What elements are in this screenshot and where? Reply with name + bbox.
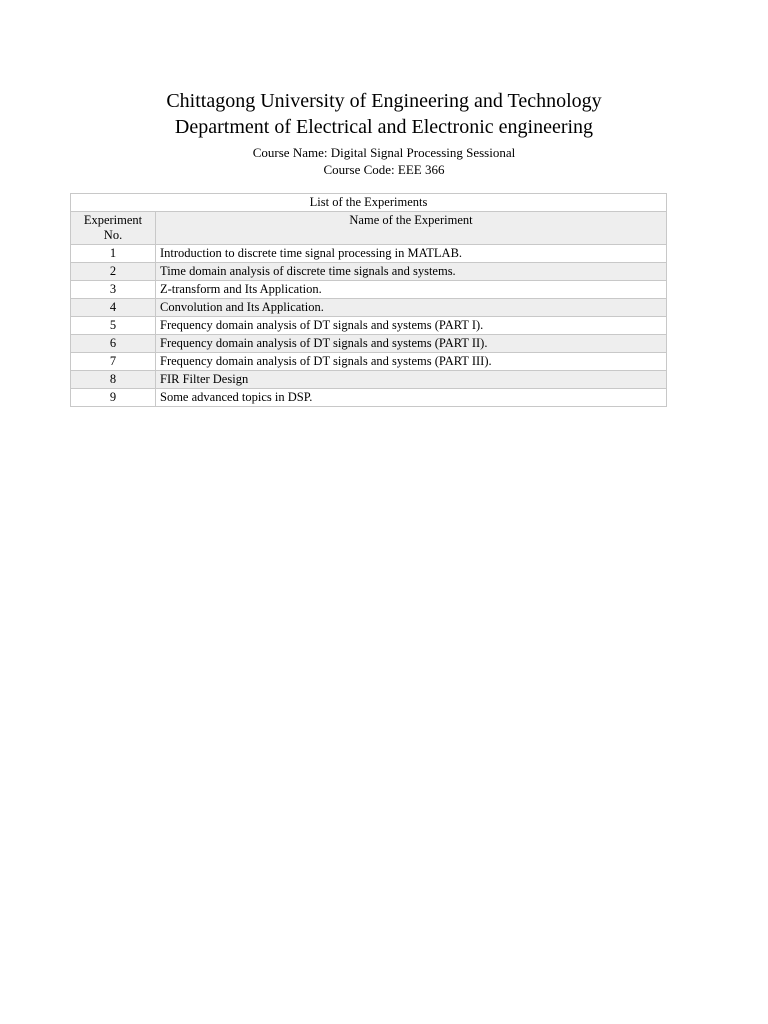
course-code: Course Code: EEE 366 bbox=[323, 162, 445, 177]
university-title: Chittagong University of Engineering and Technology bbox=[166, 90, 602, 112]
department-title: Department of Electrical and Electronic engineering bbox=[174, 116, 594, 138]
experiment-name: FIR Filter Design bbox=[156, 371, 667, 389]
experiment-name: Time domain analysis of discrete time signals and systems. bbox=[156, 263, 667, 281]
table-row bbox=[71, 281, 667, 299]
experiment-name: Frequency domain analysis of DT signals and systems (PART I). bbox=[156, 317, 667, 335]
table-row bbox=[71, 371, 667, 389]
experiments-table bbox=[70, 193, 667, 407]
experiment-no: 4 bbox=[71, 299, 156, 317]
experiment-no: 9 bbox=[71, 389, 156, 407]
document-header bbox=[0, 88, 768, 178]
experiment-name: Z-transform and Its Application. bbox=[156, 281, 667, 299]
table-row bbox=[71, 245, 667, 263]
experiment-no: 8 bbox=[71, 371, 156, 389]
experiment-no: 1 bbox=[71, 245, 156, 263]
experiment-name: Some advanced topics in DSP. bbox=[156, 389, 667, 407]
experiment-name: Frequency domain analysis of DT signals and systems (PART III). bbox=[156, 353, 667, 371]
experiment-no: 5 bbox=[71, 317, 156, 335]
experiment-name: Convolution and Its Application. bbox=[156, 299, 667, 317]
table-row bbox=[71, 389, 667, 407]
header-experiment-no bbox=[71, 212, 156, 245]
experiment-no: 2 bbox=[71, 263, 156, 281]
header-experiment-no-line1: Experiment bbox=[83, 213, 143, 227]
table-caption: List of the Experiments bbox=[71, 194, 667, 212]
experiment-name: Frequency domain analysis of DT signals and systems (PART II). bbox=[156, 335, 667, 353]
table-row bbox=[71, 353, 667, 371]
table-row bbox=[71, 317, 667, 335]
experiment-no: 7 bbox=[71, 353, 156, 371]
experiment-no: 3 bbox=[71, 281, 156, 299]
table-row bbox=[71, 299, 667, 317]
table-caption-row bbox=[71, 194, 667, 212]
header-experiment-no-line2: No. bbox=[103, 228, 123, 242]
table-header-row bbox=[71, 212, 667, 245]
course-name: Course Name: Digital Signal Processing Sessional bbox=[252, 145, 516, 160]
experiment-name: Introduction to discrete time signal processing in MATLAB. bbox=[156, 245, 667, 263]
header-experiment-name: Name of the Experiment bbox=[156, 212, 667, 245]
experiment-no: 6 bbox=[71, 335, 156, 353]
table-row bbox=[71, 263, 667, 281]
table-row bbox=[71, 335, 667, 353]
